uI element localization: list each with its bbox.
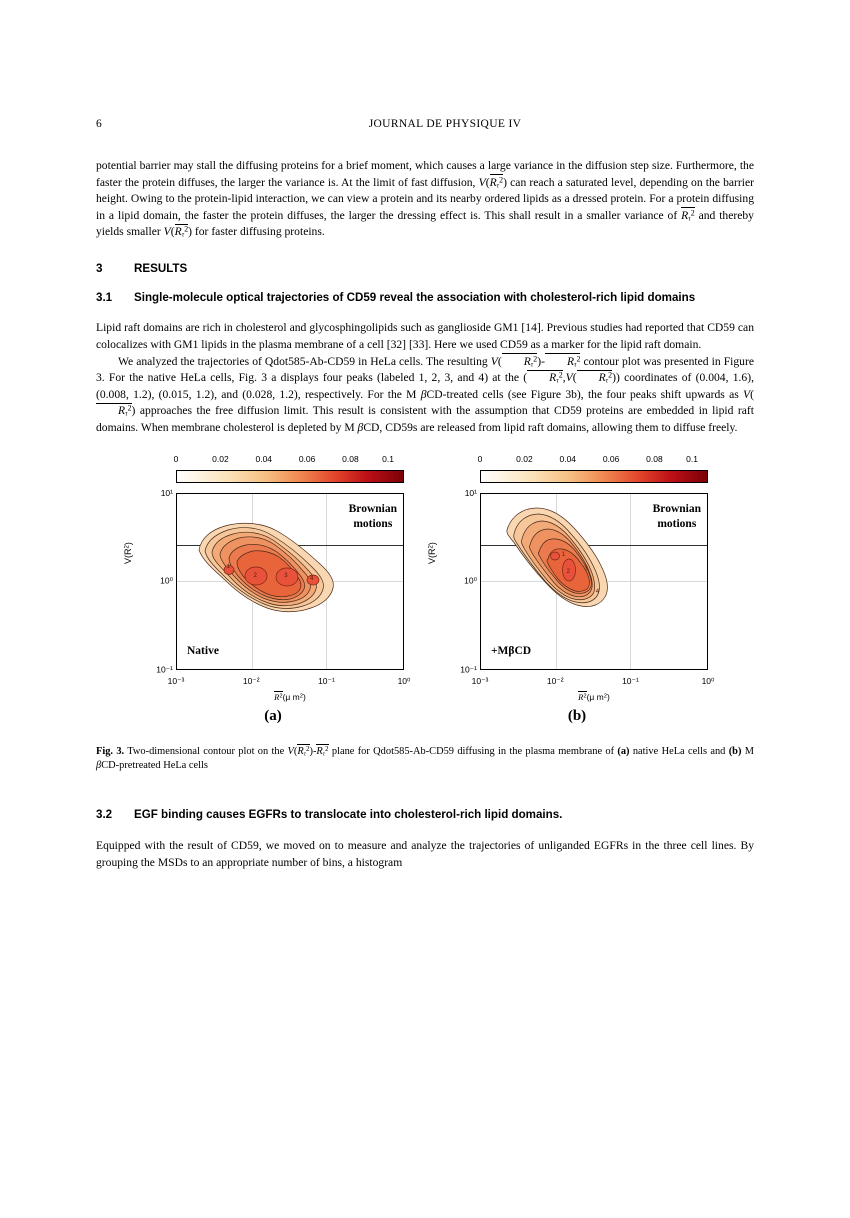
p3-text-a: We analyzed the trajectories of Qdot585-Ab-CD59 in HeLa cells. The resulting bbox=[118, 354, 491, 368]
colorbar-tick-a-3: 0.06 bbox=[298, 453, 316, 464]
p1-text-d: for faster diffusing proteins. bbox=[192, 225, 325, 239]
colorbar-ticks-a bbox=[173, 453, 404, 468]
peak-label-b-1: 1 bbox=[561, 551, 566, 558]
p3-text-d: CD-treated cells (see Figure 3b), the four peaks shift upwards as bbox=[426, 387, 744, 401]
y-tick-b-0: 10¹ bbox=[464, 487, 477, 498]
math-v-rtau2-1: V bbox=[478, 175, 486, 189]
y-axis-ticks-b bbox=[433, 487, 477, 675]
math-overline-rtau2-7: $R_\tau^2$ bbox=[577, 370, 613, 387]
math-overline-rtau2-8: $R_\tau^2$ bbox=[96, 403, 132, 420]
colorbar-tick-a-2: 0.04 bbox=[255, 453, 273, 464]
caption-t4: M bbox=[741, 745, 754, 757]
colorbar-tick-a-0: 0 bbox=[173, 453, 179, 464]
math-paren-open-2: ( bbox=[170, 225, 175, 239]
math-paren-open-6: ( bbox=[750, 387, 754, 401]
math-overline-rtau2-5: $R_\tau^2$ bbox=[545, 354, 581, 371]
running-head bbox=[96, 118, 754, 158]
colorbar-tick-b-4: 0.08 bbox=[646, 453, 663, 464]
caption-overline-1: $R_\tau^2$ bbox=[297, 744, 310, 757]
paragraph-intro bbox=[96, 158, 754, 241]
p3-text-b: contour plot was presented in Figure 3. For the native HeLa cells, Fig. 3 a displays four peaks (labeled 1, 2, 3, and 4) at the bbox=[96, 354, 754, 385]
math-paren-close-5: )) bbox=[612, 371, 620, 385]
p3-text-f: CD, CD59s are released from lipid raft domains, allowing them to diffuse freely. bbox=[363, 421, 738, 435]
x-tick-a-2: 10⁻¹ bbox=[318, 675, 335, 686]
caption-label: Fig. 3. bbox=[96, 745, 125, 757]
x-tick-b-1: 10⁻² bbox=[546, 675, 564, 686]
x-axis-label-a: $R^2(\mu$ $m^2$) bbox=[274, 691, 306, 702]
inset-label-native: Native bbox=[187, 644, 219, 657]
math-paren-close-6: ) bbox=[131, 404, 136, 418]
journal-title: JOURNAL DE PHYSIQUE IV bbox=[368, 118, 522, 130]
colorbar-a bbox=[176, 470, 404, 483]
colorbar-ticks-b bbox=[477, 453, 708, 468]
brownian-line1-a: Brownian bbox=[348, 502, 397, 515]
colorbar-tick-b-5: 0.1 bbox=[686, 453, 698, 464]
x-tick-a-0: 10⁻³ bbox=[167, 675, 185, 686]
heading-32-number: 3.2 bbox=[96, 808, 113, 822]
colorbar-b bbox=[480, 470, 708, 483]
colorbar-tick-b-0: 0 bbox=[477, 453, 483, 464]
y-axis-ticks-a bbox=[129, 487, 173, 675]
y-axis-label-a: $V(R^2)$ bbox=[123, 541, 133, 564]
brownian-line1-b: Brownian bbox=[652, 502, 701, 515]
x-axis-ticks-b bbox=[471, 675, 715, 690]
heading-31-number: 3.1 bbox=[96, 290, 113, 304]
math-comma: , bbox=[562, 371, 566, 385]
math-paren-close-1: ) bbox=[503, 175, 507, 189]
caption-t2: plane for Qdot585-Ab-CD59 diffusing in the plasma membrane of bbox=[328, 745, 618, 757]
caption-t3: native HeLa cells and bbox=[629, 745, 729, 757]
colorbar-tick-b-1: 0.02 bbox=[516, 453, 533, 464]
math-v-3b: V bbox=[565, 371, 573, 385]
math-beta-2: β bbox=[357, 421, 364, 435]
y-axis-label-b: $V(R^2)$ bbox=[427, 541, 437, 564]
peak-label-b-2: 2 bbox=[566, 568, 570, 575]
p1-text-c: and thereby yields smaller bbox=[96, 208, 754, 239]
plot-area-b bbox=[480, 493, 708, 670]
math-overline-rtau2-3: $R_\tau^2$ bbox=[174, 224, 189, 239]
peak-label-b-4: 4 bbox=[595, 588, 600, 595]
figure-3 bbox=[123, 452, 721, 730]
heading-results bbox=[96, 262, 754, 275]
p1-text-b: can reach a saturated level, depending on the barrier height. Owing to the protein-lipid interaction, we can view a protein and its nearby ordered lipids as a dressed protein. For a protein diffusing in a lipid domain, the faster the protein diffuses, the larger the dressing effect is. This shall result in a smaller variance of bbox=[96, 175, 754, 222]
caption-bold-b: (b) bbox=[728, 745, 742, 757]
caption-overline-2: $R_\tau^2$ bbox=[316, 744, 329, 757]
plot-area-a bbox=[176, 493, 404, 670]
math-paren-close-2: ) bbox=[188, 225, 192, 239]
brownian-motions-label-a bbox=[349, 502, 397, 532]
y-tick-a-0: 10¹ bbox=[160, 487, 173, 498]
heading-31-title: Single-molecule optical trajectories of CD59 reveal the association with cholesterol-rich lipid domains bbox=[134, 290, 696, 304]
math-paren-open-3: ( bbox=[497, 354, 502, 368]
paragraph-trajectories bbox=[96, 354, 754, 437]
caption-paren-close: )- bbox=[309, 745, 317, 757]
math-beta-1: β bbox=[420, 387, 427, 401]
peak-label-a-4: 4 bbox=[310, 576, 314, 583]
x-axis-ticks-a bbox=[167, 675, 411, 690]
figure-caption bbox=[96, 745, 754, 774]
heading-subsection-32 bbox=[96, 807, 754, 823]
y-tick-b-1: 10⁰ bbox=[464, 575, 477, 586]
caption-bold-a: (a) bbox=[617, 745, 630, 757]
math-paren-open-4: ( bbox=[523, 371, 528, 385]
math-overline-rtau2-6: $R_\tau^2$ bbox=[527, 370, 563, 387]
colorbar-tick-a-5: 0.1 bbox=[382, 453, 394, 464]
peak-label-a-3: 3 bbox=[284, 572, 288, 579]
p3-text-c: coordinates of (0.004, 1.6), (0.008, 1.2), (0.015, 1.2), and (0.028, 1.2), respectively. For the M bbox=[96, 371, 754, 401]
inset-label-mbcd: +MβCD bbox=[491, 644, 532, 657]
caption-math-v: V bbox=[287, 745, 294, 757]
y-tick-a-1: 10⁰ bbox=[160, 575, 173, 586]
y-tick-b-2: 10⁻¹ bbox=[460, 664, 477, 675]
x-axis-label-b: $R^2(\mu$ $m^2$) bbox=[578, 691, 610, 702]
heading-results-number: 3 bbox=[96, 261, 103, 275]
math-v-rtau2-2: V bbox=[163, 225, 171, 239]
paragraph-lipid-rafts: Lipid raft domains are rich in cholesterol and glycosphingolipids such as ganglioside GM1 [14]. Previous studies had reported that CD59 can colocalizes with GM1 lipids in the plasma membrane of a cell [32] [33]. Here we used CD59 as a marker for the lipid raft domain. bbox=[96, 321, 754, 352]
p3-text-e: approaches the free diffusion limit. This result is consistent with the assumption that CD59 proteins are embedded in lipid raft domains. When membrane cholesterol is depleted by M bbox=[96, 404, 754, 435]
math-overline-rtau2-2: $R_\tau^2$ bbox=[681, 208, 695, 223]
x-tick-b-0: 10⁻³ bbox=[471, 675, 489, 686]
peak-label-a-1: 1 bbox=[226, 564, 231, 571]
heading-subsection-31 bbox=[96, 290, 754, 306]
math-overline-rtau2-4: $R_\tau^2$ bbox=[502, 354, 538, 371]
x-tick-a-1: 10⁻² bbox=[242, 675, 260, 686]
peak-label-b-3: 3 bbox=[584, 565, 588, 572]
colorbar-tick-b-3: 0.06 bbox=[602, 453, 620, 464]
figure-panel-b bbox=[427, 452, 721, 730]
caption-t1: Two-dimensional contour plot on the bbox=[124, 745, 288, 757]
caption-t5: CD-pretreated HeLa cells bbox=[101, 760, 208, 772]
colorbar-tick-a-4: 0.08 bbox=[342, 453, 359, 464]
math-v-3c: V bbox=[743, 387, 751, 401]
brownian-motions-label-b bbox=[653, 502, 701, 532]
math-overline-rtau2-1: $R_\tau^2$ bbox=[489, 175, 504, 190]
p1-text-a: potential barrier may stall the diffusing proteins for a brief moment, which causes a large variance in the diffusion step size. Furthermore, the faster the protein diffuses, the larger the variance is. At the limit of fast diffusion, bbox=[96, 159, 754, 189]
colorbar-tick-b-2: 0.04 bbox=[559, 453, 577, 464]
brownian-line2-b: motions bbox=[657, 517, 697, 530]
math-paren-open-1: ( bbox=[485, 175, 490, 189]
panel-tag-b: (b) bbox=[567, 707, 587, 724]
caption-paren-open: ( bbox=[293, 745, 298, 757]
colorbar-tick-a-1: 0.02 bbox=[212, 453, 229, 464]
heading-32-title: EGF binding causes EGFRs to translocate into cholesterol-rich lipid domains. bbox=[134, 808, 563, 822]
page-number: 6 bbox=[96, 118, 102, 130]
math-v-3a: V bbox=[490, 354, 498, 368]
x-tick-b-3: 10⁰ bbox=[701, 675, 715, 686]
paper-page bbox=[0, 118, 850, 1218]
y-tick-a-2: 10⁻¹ bbox=[156, 664, 173, 675]
math-paren-open-5: ( bbox=[572, 371, 577, 385]
caption-beta: β bbox=[96, 760, 102, 772]
paragraph-egfr: Equipped with the result of CD59, we moved on to measure and analyze the trajectories of unliganded EGFRs in the three cell lines. By grouping the MSDs to an appropriate number of bins, a histogram bbox=[96, 838, 754, 869]
panel-tag-a: (a) bbox=[264, 707, 282, 724]
x-tick-b-2: 10⁻¹ bbox=[622, 675, 639, 686]
math-paren-close-3: )- bbox=[537, 354, 545, 368]
brownian-line2-a: motions bbox=[353, 517, 393, 530]
x-tick-a-3: 10⁰ bbox=[397, 675, 411, 686]
figure-panel-a bbox=[123, 452, 417, 730]
peak-label-a-2: 2 bbox=[253, 572, 257, 579]
heading-results-title: RESULTS bbox=[134, 261, 188, 275]
